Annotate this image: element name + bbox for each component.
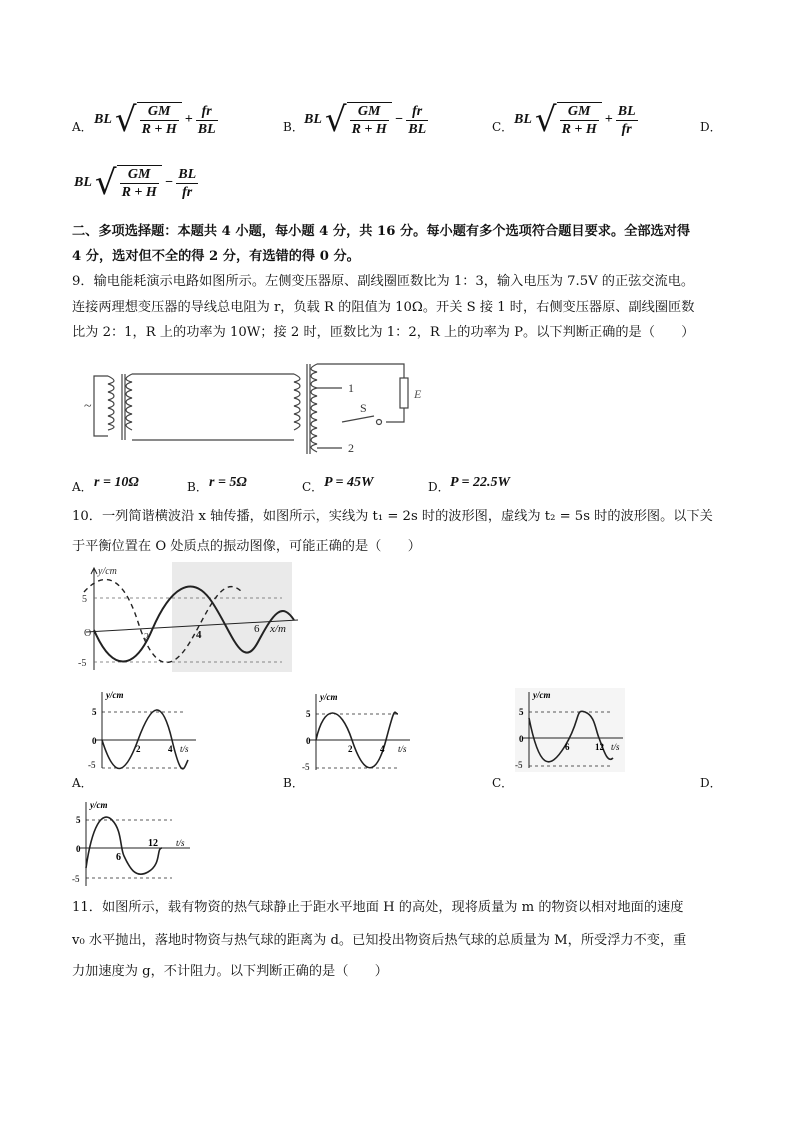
wave-y5: 5 xyxy=(82,594,87,605)
graph-xlabel: t/s xyxy=(398,744,407,754)
q9-option-c-text: P = 45W xyxy=(324,475,374,490)
graph-y0: 0 xyxy=(76,844,81,854)
graph-ym5: -5 xyxy=(88,760,96,770)
wave-xlabel: x/m xyxy=(270,623,286,635)
operator: − xyxy=(164,175,174,190)
graph-xlabel: t/s xyxy=(176,838,185,848)
graph-tick-1: 2 xyxy=(136,744,141,754)
q8-option-b-label: B． xyxy=(283,120,304,134)
q8-option-d-formula xyxy=(74,165,198,201)
q9-option-b-label: B． xyxy=(187,480,208,494)
q11-line1: 11．如图所示，载有物资的热气球静止于距水平地面 H 的高处，现将质量为 m 的物资以相对地面的速度 xyxy=(72,900,684,915)
q9-option-a-label: A． xyxy=(72,480,93,494)
q10-wave-figure xyxy=(72,562,304,674)
frac-num: GM xyxy=(120,166,159,184)
graph-tick-1: 6 xyxy=(565,742,570,752)
frac-den: R + H xyxy=(141,122,177,137)
frac-num: fr xyxy=(196,103,218,121)
graph-xlabel: t/s xyxy=(611,742,620,752)
frac-num: GM xyxy=(140,103,179,121)
frac-num: fr xyxy=(406,103,428,121)
formula-lead: BL xyxy=(514,112,532,127)
q10-graph-c xyxy=(515,688,625,772)
frac-num: BL xyxy=(617,103,636,119)
q9-option-b-text: r = 5Ω xyxy=(209,475,247,490)
graph-tick-2: 12 xyxy=(148,838,158,849)
graph-y5: 5 xyxy=(519,707,524,717)
wave-tick-6: 6 xyxy=(254,623,260,635)
graph-ylabel: y/cm xyxy=(106,690,124,700)
frac-den: R + H xyxy=(561,122,597,137)
q10-option-a-label: A． xyxy=(72,776,93,790)
graph-xlabel: t/s xyxy=(180,744,189,754)
formula-lead: BL xyxy=(94,112,112,127)
circuit-label-1: 1 xyxy=(348,381,354,395)
wave-tick-4: 4 xyxy=(196,629,202,641)
circuit-label-2: 2 xyxy=(348,441,354,455)
q9-line2: 连接两理想变压器的导线总电阻为 r，负载 R 的阻值为 10Ω。开关 S 接 1 时，右侧变压器原、副线圈匝数 xyxy=(72,300,695,315)
q10-option-c-label: C． xyxy=(492,776,514,790)
frac-num: GM xyxy=(350,103,389,121)
graph-y5: 5 xyxy=(306,709,311,719)
graph-ylabel: y/cm xyxy=(533,690,551,700)
wave-ym5: -5 xyxy=(78,658,87,669)
q10-graph-d xyxy=(72,796,196,888)
q9-option-a-text: r = 10Ω xyxy=(94,475,139,490)
q8-option-a-label: A． xyxy=(72,120,93,134)
q8-option-d-label: D． xyxy=(700,120,722,134)
q11-line2: v₀ 水平抛出，落地时物资与热气球的距离为 d。已知投出物资后热气球的总质量为 M，所受浮力不变，重 xyxy=(72,933,687,948)
q9-line1: 9．输电能耗演示电路如图所示。左侧变压器原、副线圈匝数比为 1：3，输入电压为 7.5V 的正弦交流电。 xyxy=(72,274,695,289)
q10-graph-b xyxy=(302,690,412,774)
q8-option-c-formula xyxy=(514,102,638,138)
graph-y0: 0 xyxy=(92,736,97,746)
sqrt: √ $\frac{GM}{R + H}$ xyxy=(325,102,392,138)
section2-line1: 二、多项选择题：本题共 4 小题，每小题 4 分，共 16 分。每小题有多个选项符合题目要求。全部选对得 xyxy=(72,224,691,239)
operator: + xyxy=(604,112,613,127)
q8-option-a-formula xyxy=(94,102,218,138)
q9-option-d-text: P = 22.5W xyxy=(450,475,510,490)
q9-circuit-diagram xyxy=(74,358,434,460)
graph-tick-1: 2 xyxy=(348,744,353,754)
graph-ylabel: y/cm xyxy=(320,692,338,702)
graph-y5: 5 xyxy=(76,815,81,825)
q11-line3: 力加速度为 g，不计阻力。以下判断正确的是（ ） xyxy=(72,964,388,979)
sqrt: √ $\frac{GM}{R + H}$ xyxy=(535,102,602,138)
frac-den: BL xyxy=(197,121,216,137)
graph-tick-2: 4 xyxy=(168,744,173,754)
graph-tick-2: 12 xyxy=(595,742,604,752)
q8-option-c-label: C． xyxy=(492,120,514,134)
circuit-label-r: E xyxy=(414,387,422,401)
circuit-label-s: S xyxy=(360,401,367,415)
frac-den: BL xyxy=(408,121,427,137)
graph-y0: 0 xyxy=(306,736,311,746)
formula-lead: BL xyxy=(74,175,92,190)
frac-den: fr xyxy=(621,121,632,137)
graph-y5: 5 xyxy=(92,707,97,717)
q8-option-b-formula xyxy=(304,102,428,138)
graph-tick-2: 4 xyxy=(380,744,385,754)
q10-option-b-label: B． xyxy=(283,776,304,790)
section2-line2: 4 分，选对但不全的得 2 分，有选错的得 0 分。 xyxy=(72,249,360,264)
graph-ylabel: y/cm xyxy=(90,800,108,810)
q10-graph-a xyxy=(88,688,198,772)
graph-tick-1: 6 xyxy=(116,852,121,863)
operator: − xyxy=(394,112,404,127)
circuit-source-symbol: ~ xyxy=(84,399,92,414)
sqrt: √ $\frac{GM}{R + H}$ xyxy=(115,102,182,138)
q10-option-d-label: D． xyxy=(700,776,722,790)
formula-lead: BL xyxy=(304,112,322,127)
q9-line3: 比为 2：1，R 上的功率为 10W；接 2 时，匝数比为 1：2，R 上的功率为 P。以下判断正确的是（ ） xyxy=(72,325,695,340)
q9-option-d-label: D． xyxy=(428,480,450,494)
wave-origin: O xyxy=(84,628,92,639)
frac-den: R + H xyxy=(351,122,387,137)
graph-y0: 0 xyxy=(519,734,524,744)
frac-den: fr xyxy=(182,184,193,200)
frac-num: BL xyxy=(178,166,197,182)
graph-ym5: -5 xyxy=(515,760,523,770)
wave-tick-2: 2 xyxy=(144,632,149,643)
sqrt: √ $\frac{GM}{R + H}$ xyxy=(95,165,162,201)
graph-ym5: -5 xyxy=(302,762,310,772)
graph-ym5: -5 xyxy=(72,874,80,884)
q9-option-c-label: C． xyxy=(302,480,324,494)
q10-line1: 10．一列简谐横波沿 x 轴传播，如图所示，实线为 t₁ = 2s 时的波形图，虚线为 t₂ = 5s 时的波形图。以下关 xyxy=(72,509,713,524)
frac-den: R + H xyxy=(121,185,157,200)
wave-ylabel: y/cm xyxy=(98,566,117,577)
operator: + xyxy=(184,112,193,127)
frac-num: GM xyxy=(560,103,599,121)
q10-line2: 于平衡位置在 O 处质点的振动图像，可能正确的是（ ） xyxy=(72,539,421,554)
